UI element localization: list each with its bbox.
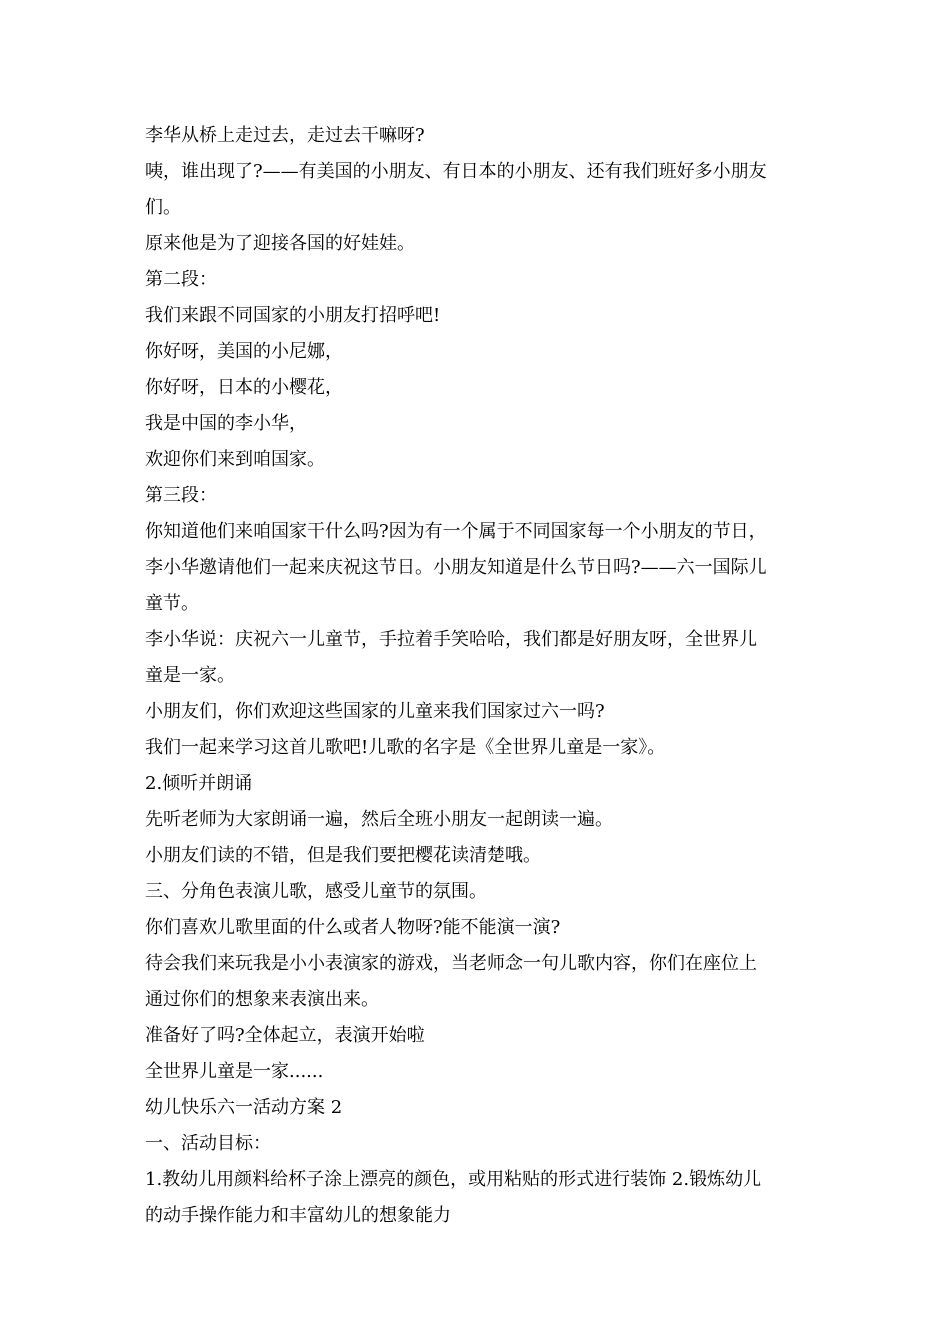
text-line: 李小华说：庆祝六一儿童节，手拉着手笑哈哈，我们都是好朋友呀，全世界儿 xyxy=(145,629,757,650)
text-line: 李小华邀请他们一起来庆祝这节日。小朋友知道是什么节日吗?——六一国际儿 xyxy=(145,557,767,578)
text-line: 全世界儿童是一家...... xyxy=(145,1061,324,1082)
text-line: 你好呀，美国的小尼娜， xyxy=(145,341,343,362)
text-line: 准备好了吗?全体起立，表演开始啦 xyxy=(145,1025,425,1046)
text-line: 的动手操作能力和丰富幼儿的想象能力 xyxy=(145,1205,451,1226)
text-line: 通过你们的想象来表演出来。 xyxy=(145,989,379,1010)
document-body xyxy=(145,118,810,1234)
section-heading: 一、活动目标： xyxy=(145,1133,271,1154)
section-heading: 第三段： xyxy=(145,485,217,506)
text-line: 你好呀，日本的小樱花， xyxy=(145,377,343,398)
section-heading: 第二段： xyxy=(145,269,217,290)
section-heading: 2.倾听并朗诵 xyxy=(145,773,253,794)
text-line: 你们喜欢儿歌里面的什么或者人物呀?能不能演一演? xyxy=(145,917,561,938)
text-line: 咦，谁出现了?——有美国的小朋友、有日本的小朋友、还有我们班好多小朋友 xyxy=(145,161,767,182)
text-line: 童节。 xyxy=(145,593,199,614)
text-line: 小朋友们读的不错，但是我们要把樱花读清楚哦。 xyxy=(145,845,541,866)
text-line: 小朋友们，你们欢迎这些国家的儿童来我们国家过六一吗? xyxy=(145,701,605,722)
text-line: 我们一起来学习这首儿歌吧!儿歌的名字是《全世界儿童是一家》。 xyxy=(145,737,666,758)
document-title: 幼儿快乐六一活动方案 2 xyxy=(145,1097,343,1118)
section-heading: 三、分角色表演儿歌，感受儿童节的氛围。 xyxy=(145,881,487,902)
text-line: 原来他是为了迎接各国的好娃娃。 xyxy=(145,233,415,254)
text-line: 童是一家。 xyxy=(145,665,235,686)
text-line: 1.教幼儿用颜料给杯子涂上漂亮的颜色，或用粘贴的形式进行装饰 2.锻炼幼儿 xyxy=(145,1169,762,1190)
text-line: 你知道他们来咱国家干什么吗?因为有一个属于不同国家每一个小朋友的节日， xyxy=(145,521,767,542)
text-line: 我是中国的李小华， xyxy=(145,413,307,434)
text-line: 我们来跟不同国家的小朋友打招呼吧! xyxy=(145,305,441,326)
text-line: 欢迎你们来到咱国家。 xyxy=(145,449,325,470)
text-line: 李华从桥上走过去，走过去干嘛呀? xyxy=(145,125,425,146)
text-line: 待会我们来玩我是小小表演家的游戏，当老师念一句儿歌内容，你们在座位上 xyxy=(145,953,757,974)
text-line: 们。 xyxy=(145,197,181,218)
text-line: 先听老师为大家朗诵一遍，然后全班小朋友一起朗读一遍。 xyxy=(145,809,613,830)
